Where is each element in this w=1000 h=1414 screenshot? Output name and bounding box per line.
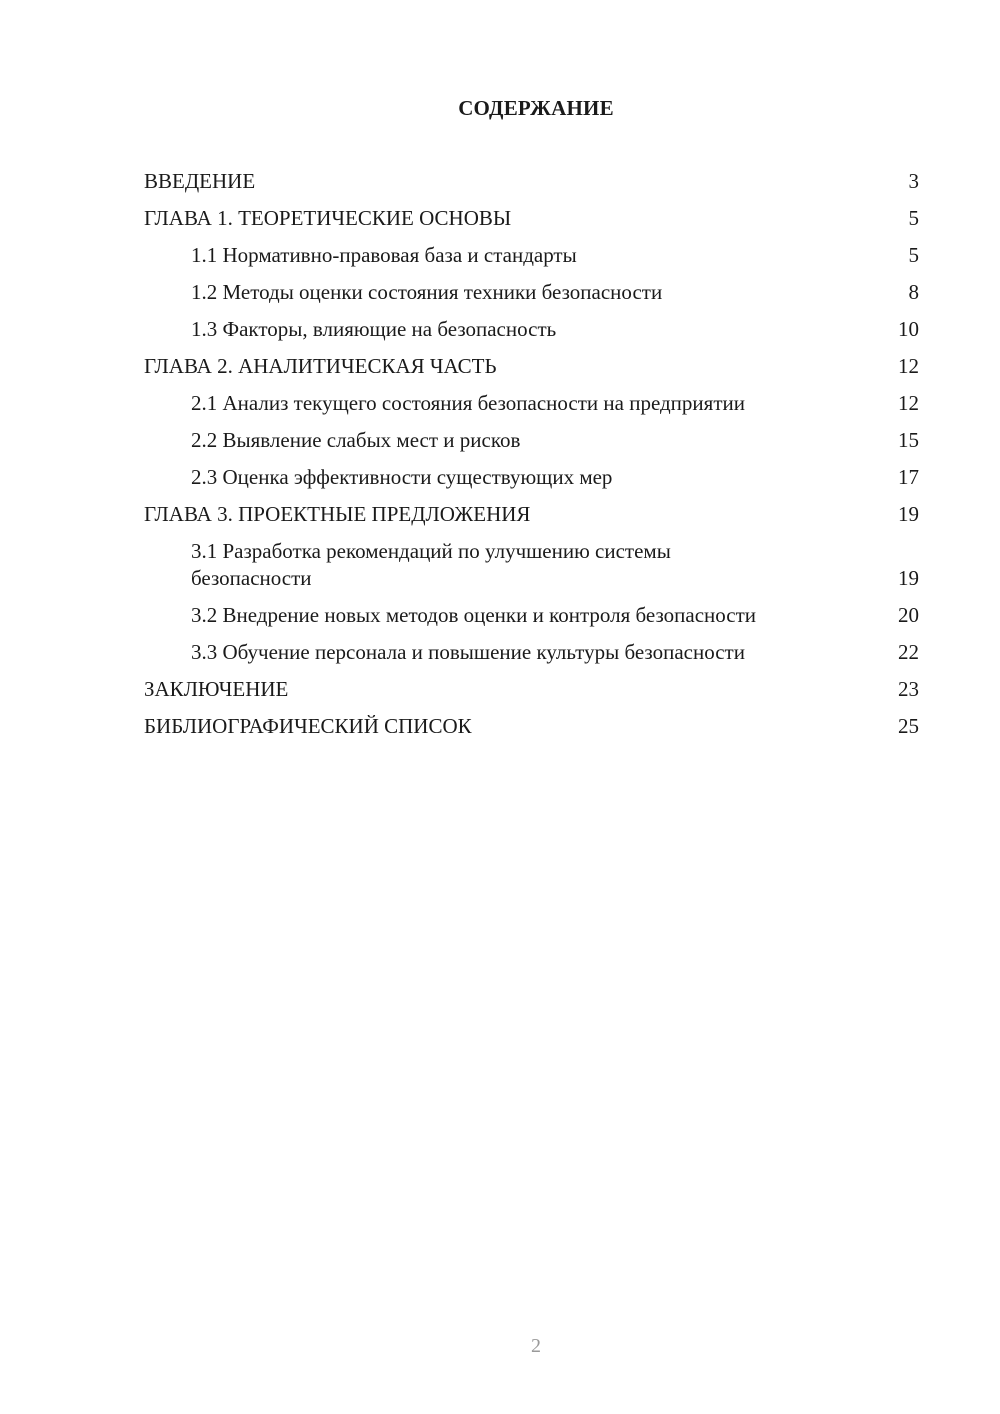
toc-entry-page: 8	[908, 280, 919, 304]
toc-entry-conclusion	[144, 676, 919, 703]
toc-entry-page: 5	[908, 243, 919, 267]
toc-entry-section-1-1	[144, 242, 919, 269]
toc-entry-label: 1.3 Факторы, влияющие на безопасность	[191, 317, 557, 341]
toc-entry-section-3-3	[144, 639, 919, 666]
toc-entry-section-2-1	[144, 390, 919, 417]
toc-entry-page: 15	[898, 428, 919, 452]
toc-entry-page: 20	[898, 602, 919, 627]
toc-entry-label: 2.3 Оценка эффективности существующих мер	[191, 465, 613, 489]
toc-entry-label: 2.2 Выявление слабых мест и рисков	[191, 428, 521, 452]
toc-entry-label: 3.1 Разработка рекомендаций по улучшению системы безопасности	[191, 539, 671, 590]
toc-entry-section-2-2	[144, 427, 919, 454]
table-of-contents	[144, 168, 919, 750]
toc-entry-label: 2.1 Анализ текущего состояния безопасности на предприятии	[191, 391, 745, 415]
toc-entry-page: 12	[898, 354, 919, 378]
toc-entry-page: 23	[898, 676, 919, 701]
toc-entry-page: 12	[898, 391, 919, 415]
toc-entry-section-1-3	[144, 316, 919, 343]
toc-entry-chapter-3	[144, 501, 919, 528]
toc-entry-page: 19	[898, 502, 919, 526]
toc-entry-page: 25	[898, 713, 919, 738]
toc-entry-label: ЗАКЛЮЧЕНИЕ	[144, 676, 289, 701]
toc-entry-label: 3.2 Внедрение новых методов оценки и контроля безопасности	[191, 602, 757, 627]
page-number: 2	[531, 1335, 541, 1357]
toc-entry-label: 1.1 Нормативно-правовая база и стандарты	[191, 243, 577, 267]
toc-entry-page: 22	[898, 639, 919, 664]
toc-entry-bibliography	[144, 713, 919, 740]
toc-entry-label: ГЛАВА 2. АНАЛИТИЧЕСКАЯ ЧАСТЬ	[144, 354, 497, 378]
toc-entry-chapter-2	[144, 353, 919, 380]
toc-entry-label: БИБЛИОГРАФИЧЕСКИЙ СПИСОК	[144, 713, 472, 738]
toc-entry-section-2-3	[144, 464, 919, 491]
toc-entry-page: 19	[898, 565, 919, 590]
toc-entry-section-1-2	[144, 279, 919, 306]
toc-entry-label: ГЛАВА 3. ПРОЕКТНЫЕ ПРЕДЛОЖЕНИЯ	[144, 502, 531, 526]
toc-entry-label: 1.2 Методы оценки состояния техники безопасности	[191, 280, 663, 304]
toc-entry-section-3-2	[144, 602, 919, 629]
toc-entry-introduction	[144, 168, 919, 195]
toc-entry-label: ГЛАВА 1. ТЕОРЕТИЧЕСКИЕ ОСНОВЫ	[144, 206, 512, 230]
toc-title: СОДЕРЖАНИЕ	[458, 96, 614, 120]
toc-entry-page: 10	[898, 317, 919, 341]
toc-entry-page: 17	[898, 465, 919, 489]
toc-entry-section-3-1	[144, 538, 919, 591]
toc-entry-chapter-1	[144, 205, 919, 232]
toc-entry-page: 3	[908, 169, 919, 193]
toc-entry-page: 5	[908, 206, 919, 230]
toc-entry-label: ВВЕДЕНИЕ	[144, 169, 256, 193]
toc-entry-label: 3.3 Обучение персонала и повышение культуры безопасности	[191, 639, 745, 664]
